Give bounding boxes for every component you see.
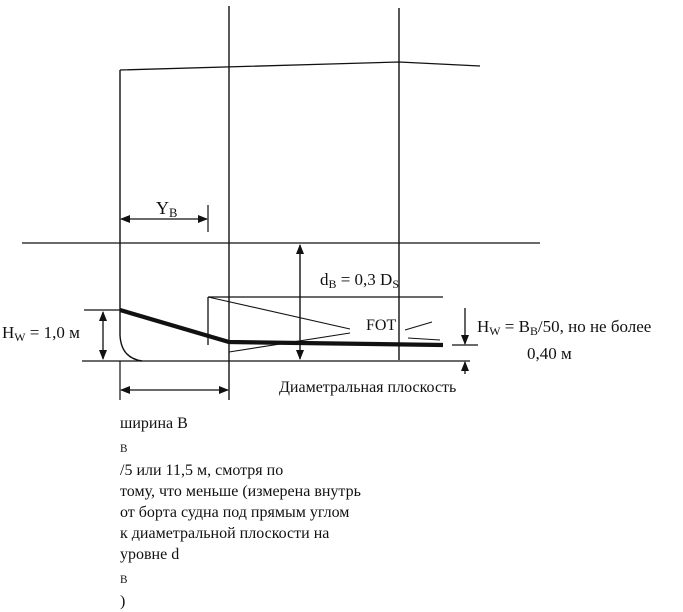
fot-leader-2 bbox=[408, 338, 440, 340]
note-line-3: от борта судна под прямым углом bbox=[120, 503, 350, 521]
yb-label: $Y_B$ bbox=[156, 198, 178, 221]
hw-right-label-line2: 0,40 м bbox=[527, 344, 572, 363]
note-line-5: уровне d $_B$ ) bbox=[120, 545, 180, 610]
hw-left-label: $H_W = 1,0$ м bbox=[2, 323, 80, 344]
note-line-1: ширина B $_B$ /5 или 11,5 м, смотря по bbox=[120, 415, 284, 479]
deck-line bbox=[120, 62, 480, 70]
fot-leader-1 bbox=[405, 322, 432, 330]
hw-right-label: $H_W = B_B/50$, но не более bbox=[477, 317, 652, 338]
bilge-curve bbox=[120, 335, 142, 361]
db-label: $d_B = 0,3$ $D_S$ bbox=[320, 270, 399, 291]
note-line-2: тому, что меньше (измерена внутрь bbox=[120, 482, 361, 500]
fot-label: FOT bbox=[366, 317, 397, 334]
width-note bbox=[120, 413, 410, 612]
centerline-label: Диаметральная плоскость bbox=[279, 379, 457, 396]
note-line-4: к диаметральной плоскости на bbox=[120, 524, 330, 542]
